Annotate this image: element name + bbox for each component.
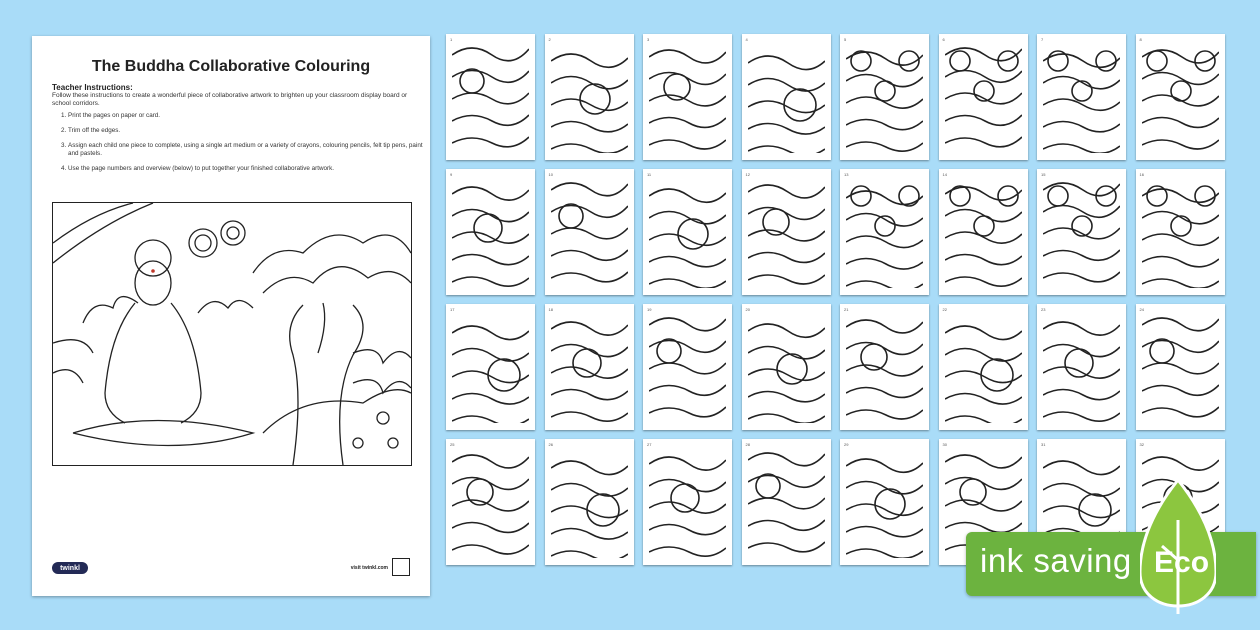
tile-line-art — [551, 41, 628, 153]
instruction-step: 1. Print the pages on paper or card. — [68, 112, 423, 120]
tile-page-number: 19 — [647, 307, 652, 312]
tile-line-art — [846, 41, 923, 153]
colouring-page-tile — [446, 439, 535, 565]
colouring-page-tile — [742, 169, 831, 295]
instruction-step: 3. Assign each child one piece to complete, using a single art medium or a variety of crayons, colouring pencils, felt tip pens, paint and pastels. — [68, 142, 423, 158]
tile-page-number: 5 — [844, 37, 847, 42]
tile-line-art — [551, 176, 628, 288]
tile-line-art — [1142, 176, 1219, 288]
tile-page-number: 24 — [1139, 307, 1144, 312]
colouring-page-tile — [840, 439, 929, 565]
tile-page-number: 3 — [647, 37, 650, 42]
colouring-page-tile — [446, 304, 535, 430]
instruction-steps — [52, 112, 423, 180]
instruction-step: 4. Use the page numbers and overview (below) to put together your finished collaborative artwork. — [68, 165, 423, 173]
colouring-page-tile — [643, 439, 732, 565]
colouring-page-tile — [1037, 169, 1126, 295]
tile-page-number: 14 — [942, 172, 947, 177]
tile-page-number: 25 — [450, 442, 455, 447]
colouring-page-tile — [939, 34, 1028, 160]
tile-line-art — [748, 176, 825, 288]
tile-line-art — [1142, 311, 1219, 423]
tile-page-number: 4 — [745, 37, 748, 42]
tile-page-number: 7 — [1041, 37, 1044, 42]
tile-line-art — [945, 176, 1022, 288]
worksheet-overview-page — [32, 36, 430, 596]
colouring-page-tile — [1136, 169, 1225, 295]
tile-page-number: 17 — [450, 307, 455, 312]
tile-line-art — [452, 446, 529, 558]
tile-line-art — [846, 311, 923, 423]
tile-page-number: 20 — [745, 307, 750, 312]
buddha-overview-illustration — [52, 202, 412, 466]
tile-page-number: 26 — [548, 442, 553, 447]
colouring-page-tile — [446, 169, 535, 295]
colouring-page-tile — [742, 304, 831, 430]
tile-page-number: 31 — [1041, 442, 1046, 447]
instruction-step: 2. Trim off the edges. — [68, 127, 423, 135]
tile-page-number: 1 — [450, 37, 453, 42]
tile-page-number: 16 — [1139, 172, 1144, 177]
tile-page-number: 8 — [1139, 37, 1142, 42]
colouring-page-tile — [545, 304, 634, 430]
tile-page-number: 28 — [745, 442, 750, 447]
tile-line-art — [1043, 176, 1120, 288]
colouring-page-tile — [545, 439, 634, 565]
tile-line-art — [649, 446, 726, 558]
tile-line-art — [452, 176, 529, 288]
tile-line-art — [748, 311, 825, 423]
tile-line-art — [452, 311, 529, 423]
tile-page-number: 32 — [1139, 442, 1144, 447]
colouring-page-tile — [939, 169, 1028, 295]
tile-line-art — [649, 311, 726, 423]
tile-page-number: 13 — [844, 172, 849, 177]
colouring-page-tile — [939, 304, 1028, 430]
tile-line-art — [945, 311, 1022, 423]
tile-line-art — [748, 446, 825, 558]
tile-page-number: 2 — [548, 37, 551, 42]
tile-line-art — [945, 41, 1022, 153]
tile-page-number: 22 — [942, 307, 947, 312]
colouring-page-tile — [643, 34, 732, 160]
colouring-page-tile — [643, 169, 732, 295]
tile-page-number: 9 — [450, 172, 453, 177]
colouring-pages-grid — [446, 34, 1225, 565]
quality-badge-icon — [392, 558, 410, 576]
tile-page-number: 21 — [844, 307, 849, 312]
tile-page-number: 12 — [745, 172, 750, 177]
tile-page-number: 23 — [1041, 307, 1046, 312]
tile-line-art — [846, 176, 923, 288]
tile-page-number: 29 — [844, 442, 849, 447]
instructions-intro: Follow these instructions to create a wonderful piece of collaborative artwork to brighten up your classroom display board or school corridors. — [52, 92, 408, 107]
tile-line-art — [649, 41, 726, 153]
buddha-line-art — [53, 203, 411, 465]
colouring-page-tile — [1037, 34, 1126, 160]
colouring-page-tile — [1136, 304, 1225, 430]
colouring-page-tile — [1136, 34, 1225, 160]
tile-page-number: 27 — [647, 442, 652, 447]
colouring-page-tile — [840, 304, 929, 430]
tile-line-art — [1142, 41, 1219, 153]
tile-page-number: 11 — [647, 172, 652, 177]
worksheet-title: The Buddha Collaborative Colouring — [91, 58, 371, 75]
colouring-page-tile — [840, 169, 929, 295]
tile-page-number: 18 — [548, 307, 553, 312]
colouring-page-tile — [840, 34, 929, 160]
tile-line-art — [1043, 41, 1120, 153]
tile-line-art — [846, 446, 923, 558]
tile-line-art — [551, 446, 628, 558]
tile-line-art — [748, 41, 825, 153]
twinkl-logo: twinkl — [52, 562, 88, 574]
colouring-page-tile — [545, 34, 634, 160]
colouring-page-tile — [545, 169, 634, 295]
tile-line-art — [1043, 311, 1120, 423]
footer-url: visit twinkl.com — [350, 565, 388, 571]
tile-page-number: 6 — [942, 37, 945, 42]
tile-line-art — [649, 176, 726, 288]
instructions-heading: Teacher Instructions: — [52, 83, 133, 92]
colouring-page-tile — [643, 304, 732, 430]
tile-line-art — [551, 311, 628, 423]
eco-label: Eco — [1154, 546, 1210, 579]
tile-page-number: 10 — [548, 172, 553, 177]
colouring-page-tile — [742, 34, 831, 160]
colouring-page-tile — [446, 34, 535, 160]
tile-page-number: 30 — [942, 442, 947, 447]
ink-saving-label: ink saving — [980, 542, 1132, 579]
ink-saving-eco-badge — [966, 532, 1256, 596]
colouring-page-tile — [1037, 304, 1126, 430]
tile-page-number: 15 — [1041, 172, 1046, 177]
colouring-page-tile — [742, 439, 831, 565]
tile-line-art — [452, 41, 529, 153]
